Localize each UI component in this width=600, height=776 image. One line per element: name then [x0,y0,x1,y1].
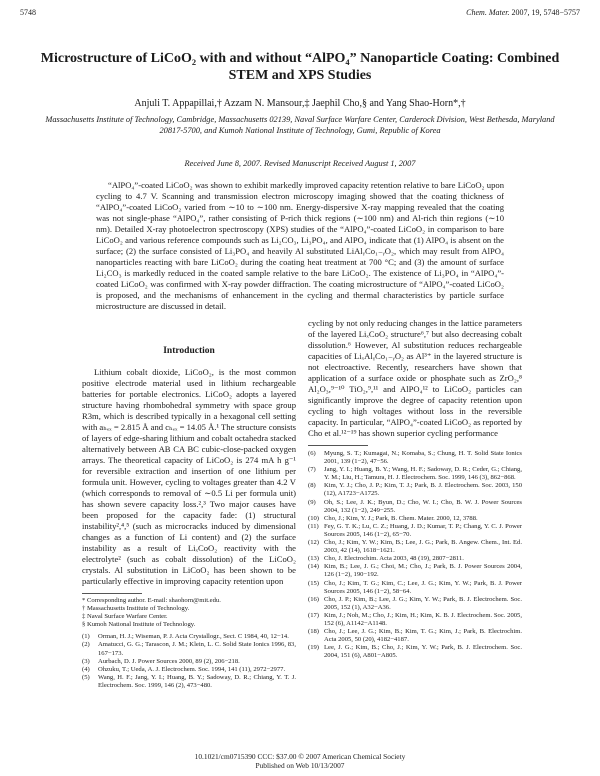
reference-list-right [308,450,522,660]
right-column [308,318,522,660]
reference-item: (10) Cho, J.; Kim, Y. J.; Park, B. Chem. Mater. 2000, 12, 3788. [308,514,478,522]
footnote: † Massachusetts Institute of Technology. [82,605,190,613]
reference-item: (3) Aurbach, D. J. Power Sources 2000, 89 (2), 206−218. [82,657,240,665]
footnote-divider [82,593,142,594]
journal-name: Chem. Mater. [466,8,510,17]
doi-line: 10.1021/cm0715390 CCC: $37.00 © 2007 American Chemical Society [194,752,406,761]
reference-item: (16) Cho, J. P.; Kim, B.; Lee, J. G.; Kim, Y. W.; Park, B. J. Electrochem. Soc. 2005, 152 (1), A32−A36. [308,595,522,611]
footnote: * Corresponding author. E-mail: shaohorn@mit.edu. [82,597,221,604]
intro-paragraph-left: Lithium cobalt dioxide, LiCoO₂, is the most common positive electrode material used in lithium rechargeable batteries for portable electronics. LiCoO₂ adopts a layered structure having rhombohedral symmetry with space group R3m, which is described typically in a hexagonal cell setting with aₕₑₓ = 2.815 Å and cₕₑₓ = 14.05 Å.¹ The structure consists of layers of edge-sharing lithium and cobalt octahedra stacked alternatively between AB CA BC cubic-close-packed oxygen arrays. The theoretical capacity of LiCoO₂ is 274 mA h g⁻¹ for reversible extraction and insertion of one lithium per formula unit. However, cycling to voltages greater than 4.2 V (which corresponds to removal of ∼0.5 Li per formula unit) has shown severe capacity loss.²,³ Two major causes have been proposed for the capacity fade: (1) structural instability²,⁴,⁵ (such as microcracks induced by dimensional changes as a function of Li content) and (2) the surface instability as a result of LiₓCoO₂ reactivity with the electrolyte² (such as cobalt dissolution) of the LiCoO₂ crystals. Al substitution in LiCoO₂ has been shown to be particularly effective in improving capacity retention upon [82,367,296,586]
journal-header [466,8,580,17]
published-line: Published on Web 10/13/2007 [255,761,345,770]
section-title-introduction: Introduction [163,346,215,356]
reference-item: (7) Jang, Y. I.; Huang, B. Y.; Wang, H. F.; Sadoway, D. R.; Ceder, G.; Chiang, Y. M.; Liu, H.; Tamura, H. J. Electrochem. Soc. 1999, 146 (3), 862−868. [308,466,522,482]
reference-item: (18) Cho, J.; Lee, J. G.; Kim, B.; Kim, T. G.; Kim, J.; Park, B. Electrochim. Acta 2005, 50 (20), 4182−4187. [308,628,522,644]
intro-paragraph-right: cycling by not only reducing changes in the lattice parameters of the layered LiₓCoO₂ structure⁶,⁷ but also decreasing cobalt dissolution.⁶ However, Al substitution reduces rechargeable capacities of LiₓAlᵧCo₁₋ᵧO₂ as Al³⁺ in the layered structure is not electroactive. Recently, researchers have shown that application of a surface oxide or phosphate such as ZrO₂,⁸ Al₂O₃,⁹⁻¹⁰ TiO₂,⁹,¹¹ and AlPO₄¹² to LiCoO₂ particles can significantly improve the degree of capacity retention upon cycling to high voltages without loss in the reversible capacity. In particular, “AlPO₄”-coated LiCoO₂ as reported by Cho et al.¹²⁻¹⁹ has shown superior cycling performance [308,318,522,438]
reference-item: (15) Cho, J.; Kim, T. G.; Kim, C.; Lee, J. G.; Kim, Y. W.; Park, B. J. Power Sources 2005, 146 (1−2), 58−64. [308,579,522,595]
affiliations: Massachusetts Institute of Technology, Cambridge, Massachusetts 02139, Naval Surface Warfare Center, Carderock Division, West Bethesda, Maryland 20817-5700, and Kumoh National Institute of Technology, Gumi, Republic of Korea [45,115,555,135]
journal-citation: 2007, 19, 5748−5757 [511,8,580,17]
reference-item: (12) Cho, J.; Kim, Y. W.; Kim, B.; Lee, J. G.; Park, B. Angew. Chem., Int. Ed. 2003, 42 (14), 1618−1621. [308,539,522,555]
left-column [82,342,296,690]
received-dates: Received June 8, 2007. Revised Manuscript Received August 1, 2007 [184,159,416,168]
reference-item: (6) Myung, S. T.; Kumagai, N.; Komaba, S.; Chung, H. T. Solid State Ionics 2001, 139 (1−2), 47−56. [308,450,522,466]
reference-item: (14) Kim, B.; Lee, J. G.; Choi, M.; Cho, J.; Park, B. J. Power Sources 2004, 126 (1−2), 190−192. [308,563,522,579]
reference-item: (19) Lee, J. G.; Kim, B.; Cho, J.; Kim, Y. W.; Park, B. J. Electrochem. Soc. 2004, 151 (6), A801−A805. [308,644,522,660]
reference-item: (1) Orman, H. J.; Wiseman, P. J. Acta Crystallogr., Sect. C 1984, 40, 12−14. [82,633,289,641]
reference-item: (5) Wang, H. F.; Jang, Y. I.; Huang, B. Y.; Sadoway, D. R.; Chiang, Y. T. J. Electrochem. Soc. 1999, 146 (2), 473−480. [82,673,296,689]
abstract: “AlPO₄”-coated LiCoO₂ was shown to exhibit markedly improved capacity retention relative to bare LiCoO₂ upon cycling to 4.7 V. Scanning and transmission electron microscopy imaging showed that the coating thickness of “AlPO₄”-coated LiCoO₂ varied from ∼10 to ∼100 nm. Energy-dispersive X-ray mapping revealed that the coating was not single-phase “AlPO₄”, rather consisting of P-rich thick regions (∼100 nm) and Al-rich thin regions (∼10 nm). Detailed X-ray photoelectron spectroscopy (XPS) studies of the “AlPO₄”-coated LiCoO₂ in comparison to bare LiCoO₂ and various reference compounds such as Li₂CO₃, Li₃PO₄, and AlPO₄ indicate that (1) AlPO₄ is absent on the surface; (2) the surface consisted of Li₃PO₄ and heavily Al substituted LiAlᵧCo₁₋ᵧO₂, which may result from AlPO₄ nanoparticles reacting with bare LiCoO₂ during the coating heat treatment at 700 °C; and (3) the amount of surface Li₂CO₃ is markedly reduced in the coated sample relative to the bare LiCoO₂. The existence of Li₃PO₄ in “AlPO₄”-coated LiCoO₂ was confirmed with X-ray powder diffraction. The coating microstructure of “AlPO₄”-coated LiCoO₂ is proposed, and the mechanisms of enhancement in the cycling and thermal characteristics by particle surface microstructure are discussed in detail. [96,180,504,311]
reference-item: (9) Oh, S.; Lee, J. K.; Byun, D.; Cho, W. I.; Cho, B. W. J. Power Sources 2004, 132 (1−2), 249−255. [308,498,522,514]
reference-item: (17) Kim, J.; Noh, M.; Cho, J.; Kim, H.; Kim, K. B. J. Electrochem. Soc. 2005, 152 (6), A1142−A1148. [308,611,522,627]
reference-divider [308,445,368,446]
footnote: ‡ Naval Surface Warfare Center. [82,613,168,621]
reference-item: (11) Fey, G. T. K.; Lu, C. Z.; Huang, J. D.; Kumar, T. P.; Chang, Y. C. J. Power Sources 2005, 146 (1−2), 65−70. [308,522,522,538]
reference-item: (13) Cho, J. Electrochim. Acta 2003, 48 (19), 2807−2811. [308,555,464,563]
reference-item: (4) Ohzuku, T.; Ueda, A. J. Electrochem. Soc. 1994, 141 (11), 2972−2977. [82,665,286,673]
page-number: 5748 [20,8,36,17]
footnote: § Kumoh National Institute of Technology. [82,621,196,629]
footnotes [82,597,296,629]
author-list: Anjuli T. Appapillai,† Azzam N. Mansour,‡ Jaephil Cho,§ and Yang Shao-Horn*,† [134,98,466,109]
reference-item: (2) Amatucci, G. G.; Tarascon, J. M.; Klein, L. C. Solid State Ionics 1996, 83, 167−173. [82,641,296,657]
article-title: Microstructure of LiCoO₂ with and without “AlPO₄” Nanoparticle Coating: Combined STEM and XPS Studies [40,51,560,83]
page-footer [40,752,560,770]
reference-item: (8) Kim, Y. J.; Cho, J. P.; Kim, T. J.; Park, B. J. Electrochem. Soc. 2003, 150 (12), A1723−A1725. [308,482,522,498]
reference-list-left [82,633,296,690]
